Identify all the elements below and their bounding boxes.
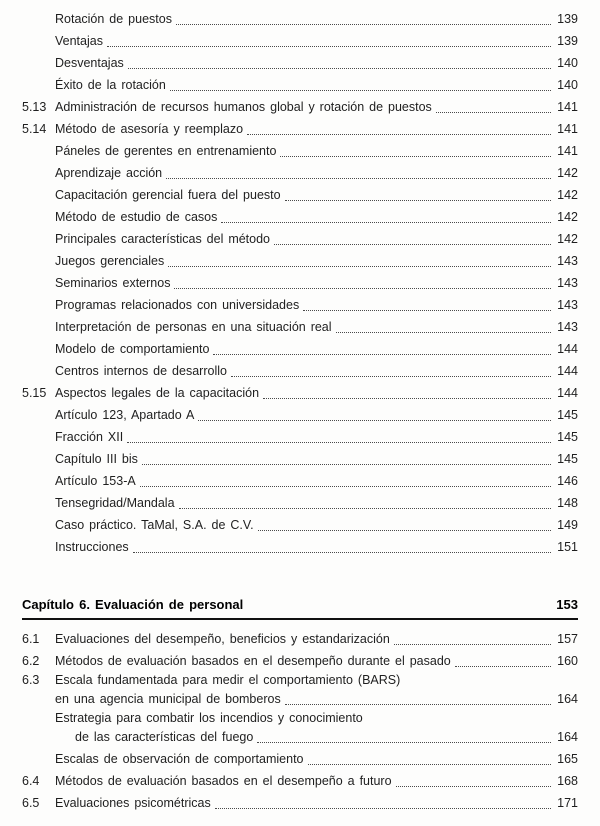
toc-entry-line (22, 726, 578, 748)
toc-entry (22, 272, 578, 294)
entry-page-number: 143 (557, 254, 578, 268)
dotted-leader (336, 332, 551, 333)
toc-entry-line (22, 52, 578, 74)
dotted-leader (140, 486, 551, 487)
entry-number: 6.4 (22, 774, 40, 788)
entry-title: Aspectos legales de la capacitación (55, 386, 260, 400)
chapter-divider (22, 618, 578, 620)
entry-number: 6.2 (22, 654, 40, 668)
entry-title: Juegos gerenciales (55, 254, 165, 268)
toc-entry-line (22, 514, 578, 536)
toc-entry (22, 650, 578, 672)
toc-entry (22, 492, 578, 514)
entry-title: de las características del fuego (75, 730, 254, 744)
entry-page-number: 164 (557, 730, 578, 744)
dotted-leader (170, 90, 551, 91)
entry-page-number: 140 (557, 56, 578, 70)
toc-entry (22, 52, 578, 74)
entry-title: Escala fundamentada para medir el comportamiento (BARS) (55, 673, 401, 687)
toc-entry-line (22, 650, 578, 672)
entry-title: Administración de recursos humanos global y rotación de puestos (55, 100, 432, 114)
entry-page-number: 145 (557, 408, 578, 422)
toc-entry (22, 628, 578, 650)
entry-page-number: 144 (557, 386, 578, 400)
toc-section-2 (22, 628, 578, 814)
toc-entry-line (22, 672, 578, 688)
toc-entry-line (22, 118, 578, 140)
entry-title: Método de estudio de casos (55, 210, 218, 224)
entry-title: Capítulo III bis (55, 452, 138, 466)
toc-entry-line (22, 294, 578, 316)
toc-entry-line (22, 8, 578, 30)
dotted-leader (303, 310, 551, 311)
toc-entry-line (22, 272, 578, 294)
toc-entry-line (22, 404, 578, 426)
entry-title: Capacitación gerencial fuera del puesto (55, 188, 281, 202)
entry-title: Evaluaciones psicométricas (55, 796, 211, 810)
entry-page-number: 146 (557, 474, 578, 488)
entry-page-number: 149 (557, 518, 578, 532)
toc-entry-line (22, 162, 578, 184)
entry-page-number: 144 (557, 342, 578, 356)
dotted-leader (280, 156, 551, 157)
dotted-leader (285, 704, 551, 705)
dotted-leader (198, 420, 551, 421)
entry-page-number: 171 (557, 796, 578, 810)
toc-entry-line (22, 338, 578, 360)
entry-page-number: 143 (557, 276, 578, 290)
toc-entry (22, 404, 578, 426)
toc-entry (22, 470, 578, 492)
entry-title: Artículo 153-A (55, 474, 136, 488)
dotted-leader (168, 266, 551, 267)
entry-title: Centros internos de desarrollo (55, 364, 227, 378)
dotted-leader (274, 244, 551, 245)
entry-page-number: 165 (557, 752, 578, 766)
entry-number: 5.13 (22, 100, 47, 114)
toc-entry-line (22, 382, 578, 404)
entry-page-number: 145 (557, 430, 578, 444)
entry-number: 6.1 (22, 632, 40, 646)
toc-entry-line (22, 316, 578, 338)
entry-title: Rotación de puestos (55, 12, 172, 26)
entry-title: Tensegridad/Mandala (55, 496, 175, 510)
toc-entry-line (22, 536, 578, 558)
toc-entry-line (22, 688, 578, 710)
entry-page-number: 144 (557, 364, 578, 378)
entry-title: Programas relacionados con universidades (55, 298, 300, 312)
dotted-leader (213, 354, 551, 355)
entry-page-number: 157 (557, 632, 578, 646)
entry-title: Artículo 123, Apartado A (55, 408, 195, 422)
entry-page-number: 141 (557, 122, 578, 136)
entry-page-number: 151 (557, 540, 578, 554)
dotted-leader (455, 666, 551, 667)
toc-entry (22, 426, 578, 448)
toc-entry-line (22, 228, 578, 250)
entry-page-number: 142 (557, 188, 578, 202)
dotted-leader (215, 808, 551, 809)
entry-title: Instrucciones (55, 540, 129, 554)
dotted-leader (221, 222, 551, 223)
entry-page-number: 168 (557, 774, 578, 788)
entry-title: Seminarios externos (55, 276, 171, 290)
entry-page-number: 142 (557, 232, 578, 246)
toc-entry (22, 206, 578, 228)
entry-title: Ventajas (55, 34, 103, 48)
entry-page-number: 148 (557, 496, 578, 510)
entry-page-number: 164 (557, 692, 578, 706)
toc-entry-line (22, 470, 578, 492)
dotted-leader (258, 530, 551, 531)
entry-page-number: 143 (557, 298, 578, 312)
entry-page-number: 142 (557, 166, 578, 180)
toc-entry (22, 448, 578, 470)
dotted-leader (436, 112, 551, 113)
entry-title: Escalas de observación de comportamiento (55, 752, 304, 766)
dotted-leader (231, 376, 551, 377)
chapter-title: Capítulo 6. Evaluación de personal (22, 597, 244, 612)
toc-entry-line (22, 184, 578, 206)
entry-page-number: 139 (557, 12, 578, 26)
toc-entry (22, 360, 578, 382)
dotted-leader (142, 464, 551, 465)
dotted-leader (247, 134, 551, 135)
entry-title: Métodos de evaluación basados en el desempeño a futuro (55, 774, 392, 788)
entry-page-number: 141 (557, 144, 578, 158)
chapter-heading (22, 594, 578, 616)
toc-entry (22, 96, 578, 118)
toc-entry (22, 748, 578, 770)
entry-title: Métodos de evaluación basados en el desempeño durante el pasado (55, 654, 451, 668)
entry-page-number: 140 (557, 78, 578, 92)
toc-entry-line (22, 770, 578, 792)
toc-entry (22, 162, 578, 184)
entry-title: Interpretación de personas en una situación real (55, 320, 332, 334)
entry-title: Éxito de la rotación (55, 78, 166, 92)
toc-entry (22, 710, 578, 748)
dotted-leader (127, 442, 551, 443)
dotted-leader (174, 288, 551, 289)
entry-page-number: 143 (557, 320, 578, 334)
toc-entry (22, 514, 578, 536)
toc-entry-line (22, 492, 578, 514)
toc-entry (22, 792, 578, 814)
entry-page-number: 160 (557, 654, 578, 668)
dotted-leader (308, 764, 552, 765)
toc-entry-line (22, 96, 578, 118)
toc-entry-line (22, 748, 578, 770)
toc-entry-line (22, 628, 578, 650)
entry-title: Evaluaciones del desempeño, beneficios y estandarización (55, 632, 390, 646)
toc-entry (22, 294, 578, 316)
toc-entry (22, 316, 578, 338)
entry-title: Principales características del método (55, 232, 271, 246)
toc-entry (22, 8, 578, 30)
toc-entry (22, 536, 578, 558)
toc-entry-line (22, 792, 578, 814)
toc-entry-line (22, 360, 578, 382)
dotted-leader (396, 786, 551, 787)
dotted-leader (133, 552, 551, 553)
entry-title: Desventajas (55, 56, 124, 70)
entry-title: Páneles de gerentes en entrenamiento (55, 144, 277, 158)
entry-page-number: 145 (557, 452, 578, 466)
toc-entry (22, 74, 578, 96)
entry-title: Método de asesoría y reemplazo (55, 122, 244, 136)
toc-entry (22, 382, 578, 404)
dotted-leader (257, 742, 551, 743)
toc-entry (22, 672, 578, 710)
toc-entry-line (22, 74, 578, 96)
entry-page-number: 141 (557, 100, 578, 114)
toc-entry-line (22, 140, 578, 162)
toc-entry (22, 30, 578, 52)
dotted-leader (263, 398, 551, 399)
dotted-leader (166, 178, 551, 179)
toc-entry (22, 770, 578, 792)
dotted-leader (179, 508, 551, 509)
entry-title: Modelo de comportamiento (55, 342, 210, 356)
toc-entry (22, 184, 578, 206)
entry-number: 5.14 (22, 122, 47, 136)
dotted-leader (285, 200, 551, 201)
toc-entry (22, 338, 578, 360)
toc-entry-line (22, 206, 578, 228)
dotted-leader (128, 68, 551, 69)
entry-title: Aprendizaje acción (55, 166, 163, 180)
toc-entry-line (22, 250, 578, 272)
dotted-leader (394, 644, 551, 645)
toc-entry-line (22, 30, 578, 52)
entry-title: Estrategia para combatir los incendios y conocimiento (55, 711, 363, 725)
dotted-leader (176, 24, 551, 25)
entry-page-number: 142 (557, 210, 578, 224)
toc-entry (22, 250, 578, 272)
entry-title: en una agencia municipal de bomberos (55, 692, 281, 706)
toc-entry (22, 140, 578, 162)
entry-title: Fracción XII (55, 430, 124, 444)
chapter-page-number: 153 (556, 597, 578, 612)
entry-number: 6.3 (22, 673, 40, 687)
toc-entry-line (22, 710, 578, 726)
entry-title: Caso práctico. TaMal, S.A. de C.V. (55, 518, 254, 532)
entry-number: 6.5 (22, 796, 40, 810)
toc-entry-line (22, 448, 578, 470)
toc-entry (22, 228, 578, 250)
toc-section-1 (22, 8, 578, 558)
toc-entry (22, 118, 578, 140)
entry-page-number: 139 (557, 34, 578, 48)
toc-entry-line (22, 426, 578, 448)
dotted-leader (107, 46, 551, 47)
entry-number: 5.15 (22, 386, 47, 400)
